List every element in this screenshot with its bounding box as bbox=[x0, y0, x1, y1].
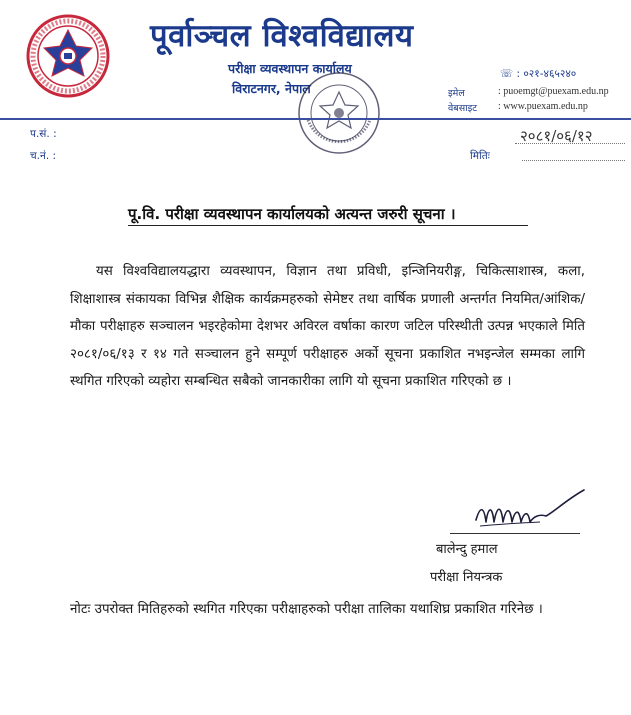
signer-name: बालेन्दु हमाल bbox=[436, 542, 498, 557]
office-stamp bbox=[296, 70, 382, 156]
date-blank bbox=[522, 150, 625, 161]
notice-title: पू.वि. परीक्षा व्यवस्थापन कार्यालयको अत्यन्त जरुरी सूचना । bbox=[128, 205, 456, 223]
signature bbox=[470, 486, 590, 538]
email-address: : puoemgt@puexam.edu.np bbox=[498, 86, 609, 97]
date-underline bbox=[515, 143, 625, 144]
university-name: पूर्वाञ्चल विश्वविद्यालय bbox=[150, 18, 414, 54]
office-city: विराटनगर, नेपाल bbox=[232, 81, 311, 96]
notice-footnote: नोटः उपरोक्त मितिहरुको स्थगित गरिएका परीक्षाहरुको परीक्षा तालिका यथाशिघ्र प्रकाशित गरिनेछ । bbox=[70, 602, 543, 617]
notice-body-text: यस विश्वविद्यालयद्धारा व्यवस्थापन, विज्ञान तथा प्रविधी, इन्जिनियरीङ्ग, चिकित्साशास्त्र, कला, शिक्षाशास्त्र संकायका विभिन्न शैक्षिक कार्यक्रमहरुको सेमेष्टर तथा वार्षिक प्रणाली अन्तर्गत नियमित/आंशिक/मौका परीक्षाहरु सञ्चालन भइरहेकोमा देशभर अविरल वर्षाका कारण जटिल परिस्थीती उत्पन्न भएकाले मिति २०८१/०६/१३ र १४ गते सञ्चालन हुने सम्पूर्ण परीक्षाहरु अर्को सूचना प्रकाशित नभइन्जेल सम्मका लागि स्थगित गरिएको व्यहोरा सम्बन्धित सबैको जानकारीका लागि यो सूचना प्रकाशित गरिएको छ । bbox=[70, 264, 585, 390]
signer-designation: परीक्षा नियन्त्रक bbox=[430, 570, 503, 585]
notice-body bbox=[70, 258, 585, 396]
signature-line bbox=[450, 533, 580, 534]
phone-number: ☏ : ०२१-४६५२४० bbox=[500, 68, 577, 80]
website-label: वेबसाइट bbox=[448, 103, 478, 114]
email-label: इमेल bbox=[448, 88, 465, 99]
dispatch-number-label: च.नं. : bbox=[30, 150, 57, 162]
header-divider bbox=[0, 118, 631, 120]
date-label: मितिः bbox=[470, 150, 490, 162]
office-name: परीक्षा व्यवस्थापन कार्यालय bbox=[228, 61, 352, 76]
university-logo bbox=[26, 14, 110, 98]
title-underline bbox=[128, 225, 528, 226]
handwritten-date: २०८१/०६/१२ bbox=[520, 127, 593, 145]
letter-number-label: प.सं. : bbox=[30, 128, 57, 140]
website-address: : www.puexam.edu.np bbox=[498, 101, 588, 112]
